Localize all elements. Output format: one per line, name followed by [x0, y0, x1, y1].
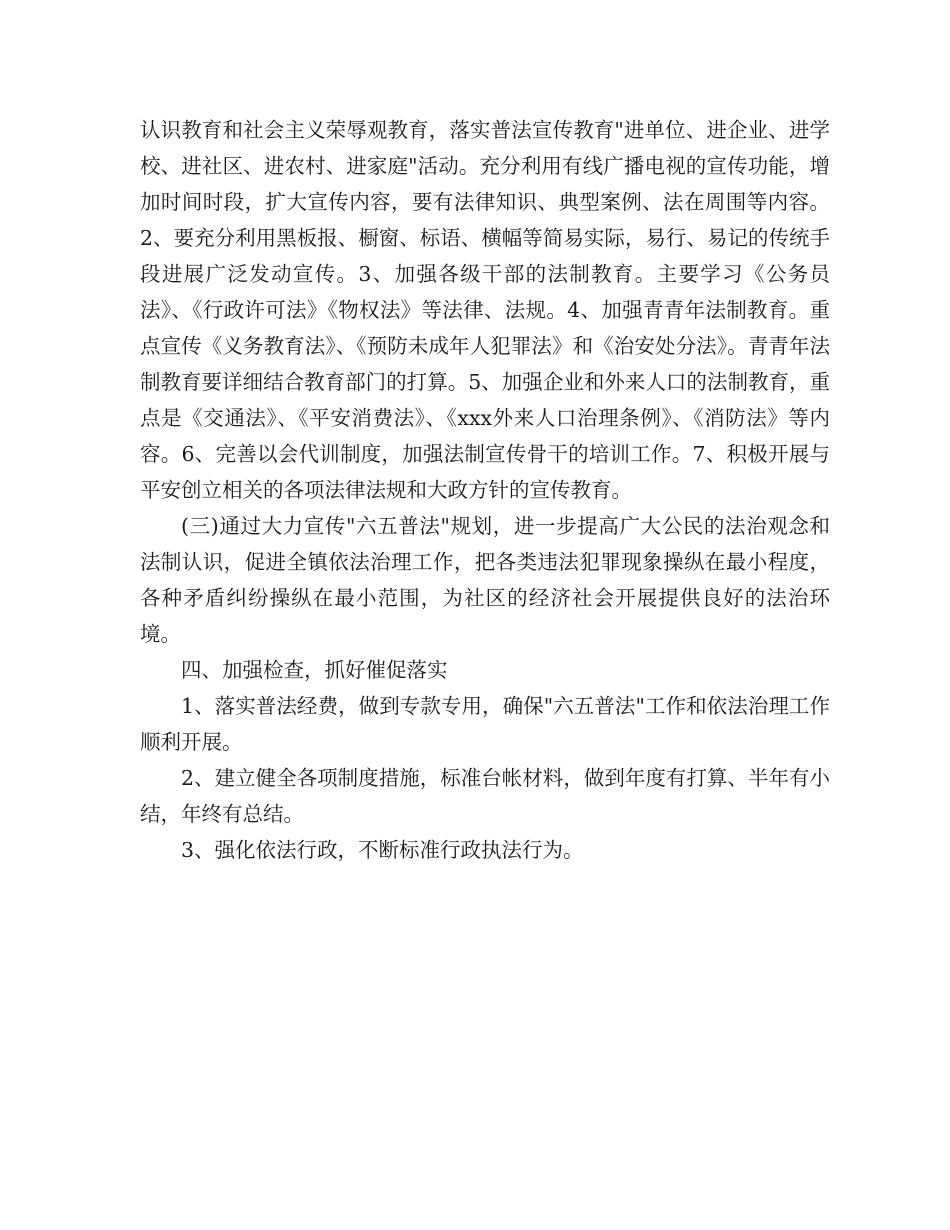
document-body — [140, 112, 830, 868]
paragraph-item-2: 2、建立健全各项制度措施，标准台帐材料，做到年度有打算、半年有小结，年终有总结。 — [140, 766, 830, 826]
paragraph-item-3: 3、强化依法行政，不断标准行政执法行为。 — [181, 838, 584, 862]
paragraph-item-1: 1、落实普法经费，做到专款专用，确保"六五普法"工作和依法治理工作顺利开展。 — [140, 694, 830, 754]
paragraph-section-three: (三)通过大力宣传"六五普法"规划，进一步提高广大公民的法治观念和法制认识，促进全镇依法治理工作，把各类违法犯罪现象操纵在最小程度，各种矛盾纠纷操纵在最小范围，为社区的经济社会开展提供良好的法治环境。 — [140, 514, 830, 646]
paragraph-continuation: 认识教育和社会主义荣辱观教育，落实普法宣传教育"进单位、进企业、进学校、进社区、进农村、进家庭"活动。充分利用有线广播电视的宣传功能，增加时间时段，扩大宣传内容，要有法律知识、典型案例、法在周围等内容。2、要充分利用黑板报、橱窗、标语、横幅等简易实际，易行、易记的传统手段进展广泛发动宣传。3、加强各级干部的法制教育。主要学习《公务员法》、《行政许可法》《物权法》等法律、法规。4、加强青青年法制教育。重点宣传《义务教育法》、《预防未成年人犯罪法》和《治安处分法》。青青年法制教育要详细结合教育部门的打算。5、加强企业和外来人口的法制教育，重点是《交通法》、《平安消费法》、《xxx外来人口治理条例》、《消防法》等内容。6、完善以会代训制度，加强法制宣传骨干的培训工作。7、积极开展与平安创立相关的各项法律法规和大政方针的宣传教育。 — [140, 118, 830, 502]
heading-section-four: 四、加强检查，抓好催促落实 — [181, 658, 448, 682]
